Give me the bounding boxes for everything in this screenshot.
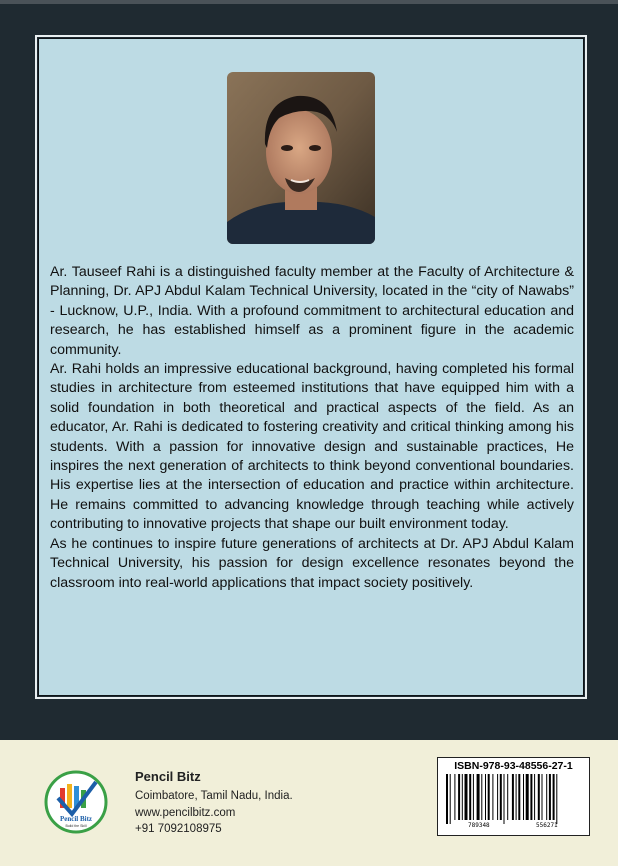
publisher-address: Coimbatore, Tamil Nadu, India.	[135, 790, 293, 802]
author-bio	[50, 263, 574, 593]
publisher-logo	[44, 766, 108, 842]
bio-paragraph: As he continues to inspire future generations of architects at Dr. APJ Abdul Kalam Technical University, his passion for design excellence resonates beyond the classroom into real-world applications that impact society positively.	[50, 535, 574, 591]
publisher-name: Pencil Bitz	[135, 769, 201, 784]
bio-paragraph: Ar. Rahi holds an impressive educational background, having completed his formal studies in architecture from esteemed institutions that have equipped him with a solid foundation in both theoretical and practical aspects of the field. As an educator, Ar. Rahi is dedicated to fostering creativity and critical thinking among his students. With a passion for innovative design and sustainable practices, He inspires the next generation of architects to think beyond conventional boundaries. His expertise lies at the intersection of education and practice within architecture. He remains committed to advancing knowledge through teaching while actively contributing to innovative projects that shape our built environment today.	[50, 361, 574, 533]
author-photo	[227, 72, 375, 244]
barcode-digits-left: 789348	[468, 822, 490, 829]
isbn-number: ISBN-978-93-48556-27-1	[454, 760, 573, 772]
bio-paragraph: Ar. Tauseef Rahi is a distinguished faculty member at the Faculty of Architecture & Planning, Dr. APJ Abdul Kalam Technical University, located in the “city of Nawabs” - Lucknow, U.P., India. With a profound commitment to architectural education and research, he has established himself as a prominent figure in the academic community.	[50, 264, 574, 358]
barcode-bars	[446, 774, 582, 824]
publisher-phone: +91 7092108975	[135, 823, 222, 835]
barcode-digits-right: 556271	[536, 822, 558, 829]
publisher-website[interactable]: www.pencilbitz.com	[135, 807, 236, 819]
logo-tagline: Build the Skill	[65, 824, 87, 828]
isbn-barcode	[437, 757, 590, 836]
logo-text: Pencil Bitz	[59, 815, 93, 823]
